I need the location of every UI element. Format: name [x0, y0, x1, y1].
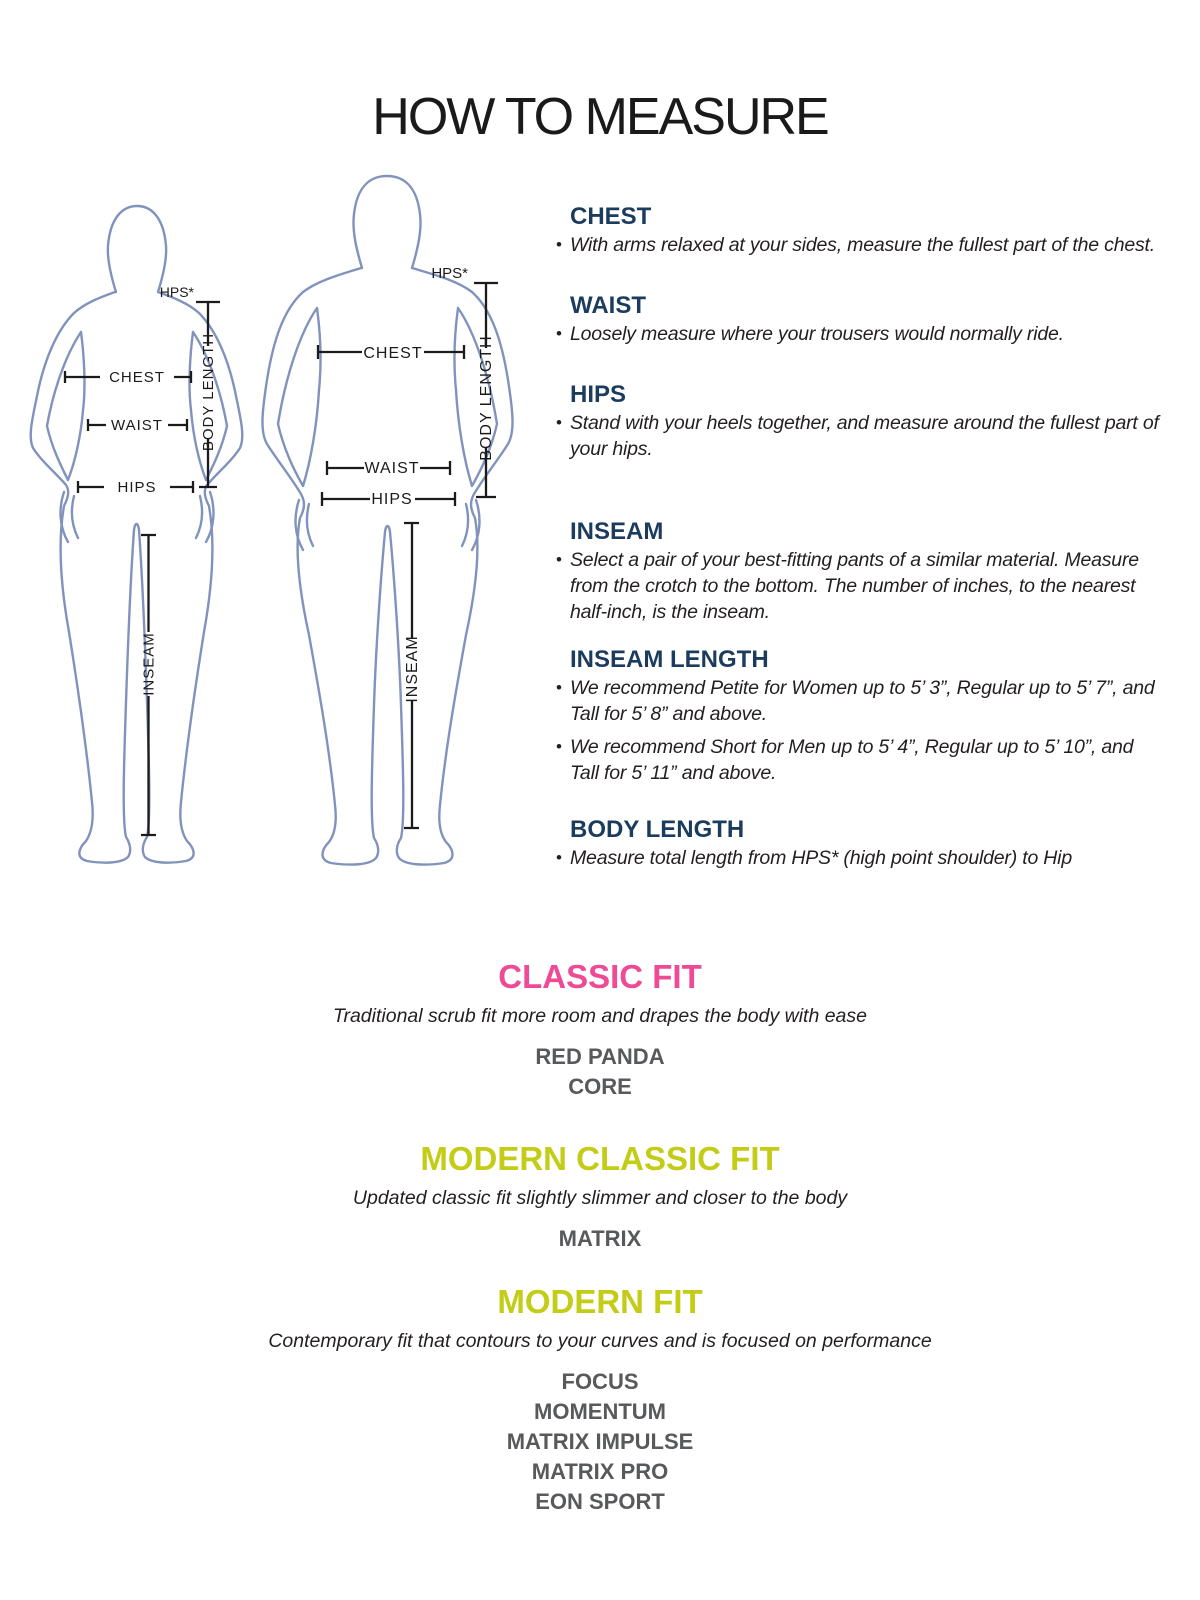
female-chest-label: CHEST — [109, 369, 165, 386]
fit-modern-heading: MODERN FIT — [497, 1283, 703, 1320]
fit-modern-classic-products — [0, 1224, 1200, 1254]
bullet-item: • With arms relaxed at your sides, measure the fullest part of the chest. — [556, 233, 1164, 259]
section-chest-heading: CHEST — [570, 203, 652, 230]
section-inseam-heading: INSEAM — [570, 518, 664, 545]
male-chest-measure — [318, 345, 464, 362]
fit-classic-products — [0, 1042, 1200, 1102]
fit-classic-description: Traditional scrub fit more room and drapes the body with ease — [333, 1005, 867, 1027]
bullet-item: • Select a pair of your best-fitting pants of a similar material. Measure from the crotch to the bottom. The number of inches, to the nearest half-inch, is the inseam. — [556, 548, 1164, 626]
male-left-arm-inner-line — [278, 308, 320, 486]
bullet-item: • We recommend Petite for Women up to 5’ 3”, Regular up to 5’ 7”, and Tall for 5’ 8” and above. — [556, 676, 1164, 728]
female-waist-label: WAIST — [111, 417, 163, 434]
section-waist-bullets — [556, 322, 1164, 348]
bullet-item: • Measure total length from HPS* (high point shoulder) to Hip — [556, 846, 1164, 872]
section-hips-heading: HIPS — [570, 381, 627, 408]
male-waist-measure — [327, 460, 450, 477]
female-inseam-label: INSEAM — [140, 632, 158, 696]
bullet-item: • Stand with your heels together, and measure around the fullest part of your hips. — [556, 411, 1164, 463]
section-waist — [556, 292, 1164, 355]
fit-modern-description: Contemporary fit that contours to your curves and is focused on performance — [268, 1330, 932, 1352]
fit-modern-classic-description: Updated classic fit slightly slimmer and closer to the body — [352, 1187, 848, 1209]
product-item: MATRIX — [558, 1226, 642, 1251]
female-hips-label: HIPS — [117, 479, 157, 496]
section-hips — [556, 381, 1164, 470]
page-title: HOW TO MEASURE — [372, 87, 828, 146]
fit-modern-products — [0, 1367, 1200, 1517]
female-hps-label: HPS* — [159, 284, 194, 300]
measurement-figures — [0, 150, 540, 880]
product-item: MOMENTUM — [534, 1399, 666, 1424]
product-item: FOCUS — [561, 1369, 639, 1394]
section-chest — [556, 203, 1164, 266]
product-item: MATRIX IMPULSE — [506, 1429, 694, 1454]
male-waist-label: WAIST — [364, 460, 420, 477]
section-inseam — [556, 518, 1164, 633]
male-chest-label: CHEST — [363, 345, 423, 362]
female-hips-measure — [78, 479, 193, 496]
male-figure-illustration — [262, 176, 512, 865]
female-figure-illustration — [31, 206, 243, 863]
male-body-outline — [262, 176, 512, 865]
product-item: MATRIX PRO — [531, 1459, 669, 1484]
female-waist-measure — [88, 417, 187, 434]
section-body-length — [556, 816, 1164, 879]
female-left-arm-inner-line — [47, 332, 84, 480]
bullet-item: • We recommend Short for Men up to 5’ 4”, Regular up to 5’ 10”, and Tall for 5’ 11” and above. — [556, 735, 1164, 787]
fit-block-modern — [0, 1283, 1200, 1517]
section-inseam-length-heading: INSEAM LENGTH — [570, 646, 769, 673]
section-chest-bullets — [556, 233, 1164, 259]
product-item: RED PANDA — [535, 1044, 665, 1069]
section-inseam-bullets — [556, 548, 1164, 626]
fit-block-classic — [0, 958, 1200, 1102]
male-inseam-label: INSEAM — [404, 635, 421, 703]
fit-modern-classic-heading: MODERN CLASSIC FIT — [420, 1140, 780, 1177]
male-hps-label: HPS* — [431, 265, 468, 282]
section-inseam-length-bullets — [556, 676, 1164, 787]
fit-block-modern-classic — [0, 1140, 1200, 1254]
section-hips-bullets — [556, 411, 1164, 463]
fit-classic-heading: CLASSIC FIT — [498, 958, 702, 995]
section-body-length-bullets — [556, 846, 1164, 872]
section-waist-heading: WAIST — [570, 292, 646, 319]
male-hips-label: HIPS — [371, 491, 413, 508]
male-hips-measure — [322, 491, 455, 508]
female-body-length-label: BODY LENGTH — [200, 332, 217, 452]
male-body-length-label: BODY LENGTH — [478, 335, 495, 461]
product-item: EON SPORT — [535, 1489, 665, 1514]
section-body-length-heading: BODY LENGTH — [570, 816, 745, 843]
male-inseam-measure — [404, 523, 421, 828]
bullet-item: • Loosely measure where your trousers would normally ride. — [556, 322, 1164, 348]
section-inseam-length — [556, 646, 1164, 794]
product-item: CORE — [568, 1074, 632, 1099]
